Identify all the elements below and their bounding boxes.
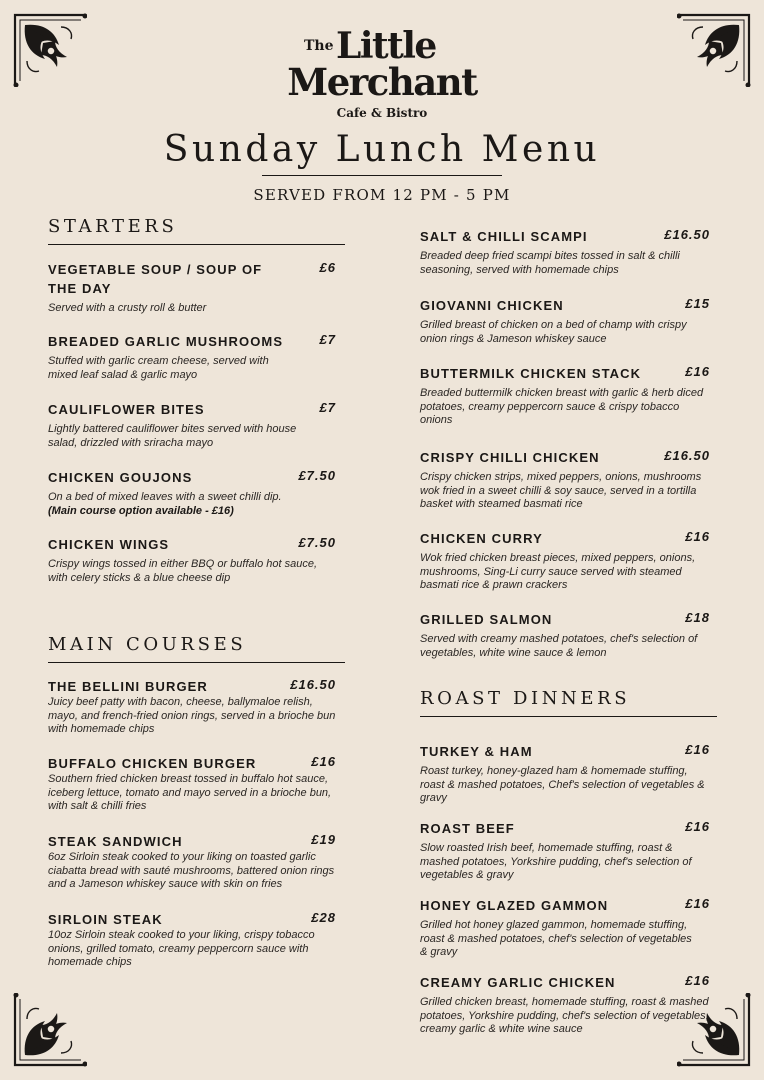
item-price: £7.50 [298,535,336,550]
item-description: Slow roasted Irish beef, homemade stuffing, roast & mashed potatoes, Yorkshire pudding, chef's selection of vegetables & gravy [420,842,692,882]
item-description: On a bed of mixed leaves with a sweet chilli dip. [48,491,282,503]
section-heading-main-courses: MAIN COURSES [48,634,247,655]
logo-the: The [304,38,334,54]
item-name: CAULIFLOWER BITES [48,402,205,417]
menu-item [420,364,712,428]
item-description: Served with a crusty roll & butter [48,302,207,314]
item-description: Stuffed with garlic cream cheese, served with mixed leaf salad & garlic mayo [48,355,269,381]
section-divider [48,244,345,245]
menu-item [420,973,712,1037]
item-name: THE BELLINI BURGER [48,679,208,694]
menu-item [48,535,338,585]
menu-item [48,468,338,518]
item-description: 6oz Sirloin steak cooked to your liking on toasted garlic ciabatta bread with sauté mushrooms, battered onion rings and a Jameson whiskey sauce with skin on fries [48,851,335,891]
logo-subtitle: Cafe & Bistro [336,106,428,120]
item-name: GRILLED SALMON [420,612,553,627]
item-price: £16 [685,364,710,379]
item-description: Served with creamy mashed potatoes, chef's selection of vegetables, white wine sauce & lemon [420,633,698,659]
item-name: BUFFALO CHICKEN BURGER [48,756,257,771]
item-name: CREAMY GARLIC CHICKEN [420,975,616,990]
item-price: £16 [685,742,710,757]
item-price: £16 [685,819,710,834]
item-description: Grilled breast of chicken on a bed of champ with crispy onion rings & Jameson whiskey sauce [420,319,687,345]
item-description: 10oz Sirloin steak cooked to your liking, crispy tobacco onions, grilled tomato, creamy peppercorn sauce with homemade chips [48,929,315,969]
menu-item [48,832,338,892]
menu-item [420,896,712,960]
item-name: GIOVANNI CHICKEN [420,298,564,313]
item-name: CHICKEN GOUJONS [48,470,193,485]
item-name: CHICKEN CURRY [420,531,543,546]
section-divider [420,716,717,717]
item-name: SALT & CHILLI SCAMPI [420,229,588,244]
item-name: ROAST BEEF [420,821,515,836]
item-price: £15 [685,296,710,311]
item-price: £16 [311,754,336,769]
menu-item [420,819,712,883]
item-description: Crispy chicken strips, mixed peppers, onions, mushrooms wok fried in a sweet chilli & soy sauce, served in a tortilla basket with steamed basmati rice [420,471,702,511]
item-name: TURKEY & HAM [420,744,533,759]
item-price: £16 [685,973,710,988]
menu-item [420,529,712,593]
item-name: VEGETABLE SOUP / SOUP OF THE DAY [48,262,263,296]
flourish-icon [13,993,87,1067]
item-price: £18 [685,610,710,625]
item-price: £16.50 [664,227,710,242]
title-divider [262,175,502,176]
item-price: £19 [311,832,336,847]
item-description: Roast turkey, honey-glazed ham & homemade stuffing, roast & mashed potatoes, Chef's selection of vegetables & gravy [420,765,705,805]
item-description: Crispy wings tossed in either BBQ or buffalo hot sauce, with celery sticks & a blue cheese dip [48,558,318,584]
item-description: Breaded buttermilk chicken breast with garlic & herb diced potatoes, creamy peppercorn sauce & crispy tobacco onions [420,387,704,427]
item-name: BUTTERMILK CHICKEN STACK [420,366,642,381]
menu-item [48,910,338,970]
page-title: Sunday Lunch Menu [163,129,601,170]
menu-item [420,448,712,512]
item-price: £28 [311,910,336,925]
item-name: CHICKEN WINGS [48,537,170,552]
item-price: £6 [319,260,336,275]
menu-item [420,296,712,346]
item-name: STEAK SANDWICH [48,834,183,849]
logo-line-2: Merchant [287,60,477,104]
section-heading-starters: STARTERS [48,216,178,237]
item-description: Wok fried chicken breast pieces, mixed peppers, onions, mushrooms, Sing-Li curry sauce served with steamed basmati rice & prawn crackers [420,552,696,592]
item-description: Grilled hot honey glazed gammon, homemade stuffing, roast & mashed potatoes, chef's selection of vegetables & gravy [420,919,692,959]
logo-line-1: Little [336,25,436,67]
item-price: £16.50 [664,448,710,463]
menu-item [48,260,338,316]
item-price: £16 [685,896,710,911]
item-price: £7 [319,332,336,347]
item-name: CRISPY CHILLI CHICKEN [420,450,600,465]
item-description: Lightly battered cauliflower bites served with house salad, drizzled with sriracha mayo [48,423,297,449]
menu-item [420,610,712,660]
section-heading-roast-dinners: ROAST DINNERS [420,688,631,709]
item-price: £7.50 [298,468,336,483]
menu-item [48,677,338,737]
item-price: £16.50 [290,677,336,692]
corner-ornament-bottom-left [13,993,87,1067]
item-name: BREADED GARLIC MUSHROOMS [48,334,284,349]
section-divider [48,662,345,663]
item-description: Grilled chicken breast, homemade stuffing, roast & mashed potatoes, Yorkshire pudding, chef's selection of vegetables, creamy garlic & white wine sauce [420,996,709,1036]
item-price: £7 [319,400,336,415]
item-description: Southern fried chicken breast tossed in buffalo hot sauce, iceberg lettuce, tomato and mayo served in a brioche bun, with salt & chilli fries [48,773,332,813]
item-description: Breaded deep fried scampi bites tossed in salt & chilli seasoning, served with homemade chips [420,250,680,276]
item-name: HONEY GLAZED GAMMON [420,898,609,913]
item-name: SIRLOIN STEAK [48,912,163,927]
menu-item [48,754,338,814]
menu-item [48,400,338,450]
serving-hours: SERVED FROM 12 PM - 5 PM [253,186,511,204]
item-description: Juicy beef patty with bacon, cheese, ballymaloe relish, mayo, and french-fried onion rings, served in a brioche bun with homemade chips [48,696,336,736]
item-note: (Main course option available - £16) [48,504,234,517]
menu-item [48,332,338,382]
menu-item [420,742,712,806]
item-price: £16 [685,529,710,544]
menu-item [420,227,712,277]
